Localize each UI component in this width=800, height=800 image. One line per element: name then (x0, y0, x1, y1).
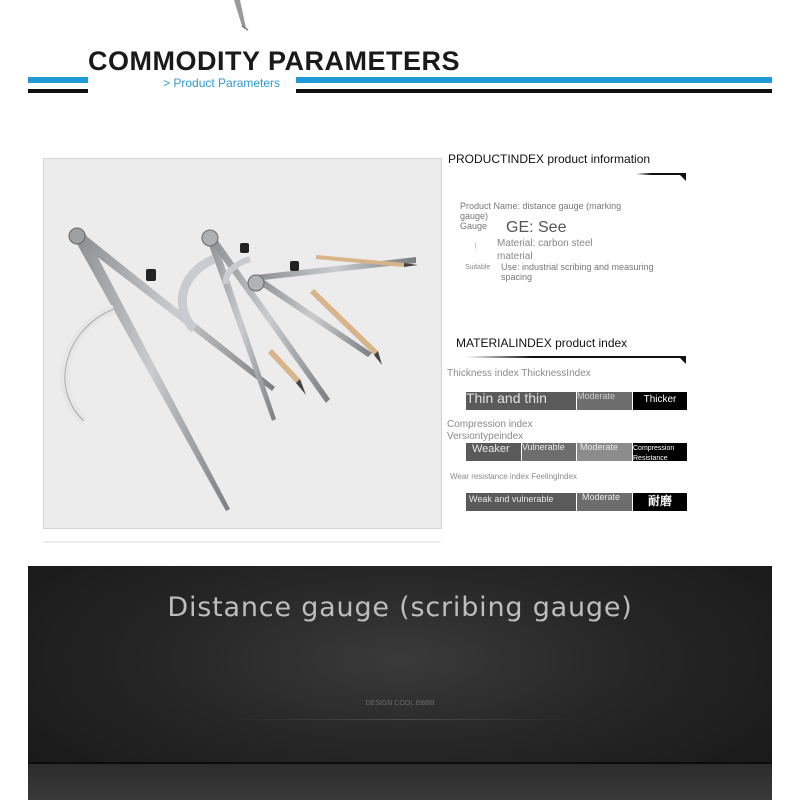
info-icon: ! (474, 242, 477, 253)
rule-tip (679, 174, 686, 181)
banner-caption: DESIGN COOL BBBB (365, 700, 435, 707)
banner-title: Distance gauge (scribing gauge) (167, 592, 633, 623)
product-code: GE: See (506, 219, 567, 236)
thickness-label: Thickness index ThicknessIndex (447, 368, 591, 379)
header-rule-right-blue (296, 77, 772, 83)
compression-option-moderate: Moderate (577, 443, 632, 461)
suitable-label: Suitable (465, 264, 491, 271)
product-photo (43, 158, 442, 529)
section-subtitle: > Product Parameters (163, 76, 281, 90)
banner-divider (228, 719, 578, 720)
material-index-rule (466, 356, 686, 358)
header-rule-left-black (28, 89, 88, 93)
product-use: Use: industrial scribing and measuring spacing (501, 262, 654, 283)
page-title: COMMODITY PARAMETERS (88, 46, 461, 76)
photo-shadow (43, 541, 441, 543)
material-index-title: MATERIALINDEX product index (456, 336, 628, 350)
product-banner (28, 566, 772, 800)
rule-tip (679, 357, 686, 364)
banner-lower-panel (28, 764, 772, 800)
wear-option-moderate: Moderate (577, 493, 632, 511)
product-name-suffix: Gauge (460, 221, 488, 231)
compression-option-resistance: Compression Resistance (633, 443, 687, 461)
wear-label: Wear resistance index FeelingIndex (450, 472, 578, 481)
thickness-option-thin: Thin and thin (466, 392, 576, 410)
wear-option-weak: Weak and vulnerable (466, 493, 576, 511)
compression-option-vulnerable: Vulnerable (522, 443, 576, 461)
header-rule-left-blue (28, 77, 88, 83)
product-name: Product Name: distance gauge (marking gauge) (460, 201, 622, 221)
thickness-option-thicker: Thicker (633, 392, 687, 410)
tool-tip-image (226, 0, 256, 32)
product-info-title: PRODUCTINDEX product information (448, 152, 651, 166)
compression-option-weaker: Weaker (466, 443, 521, 461)
product-material: Material: carbon steel material (497, 238, 593, 262)
wear-option-wear-resistant: 耐磨 (633, 493, 687, 511)
thickness-option-moderate: Moderate (577, 392, 632, 410)
compass-illustration (44, 159, 441, 528)
header-rule-right-black (296, 89, 772, 93)
compression-label: Compression index Versiontypeindex (447, 419, 533, 442)
